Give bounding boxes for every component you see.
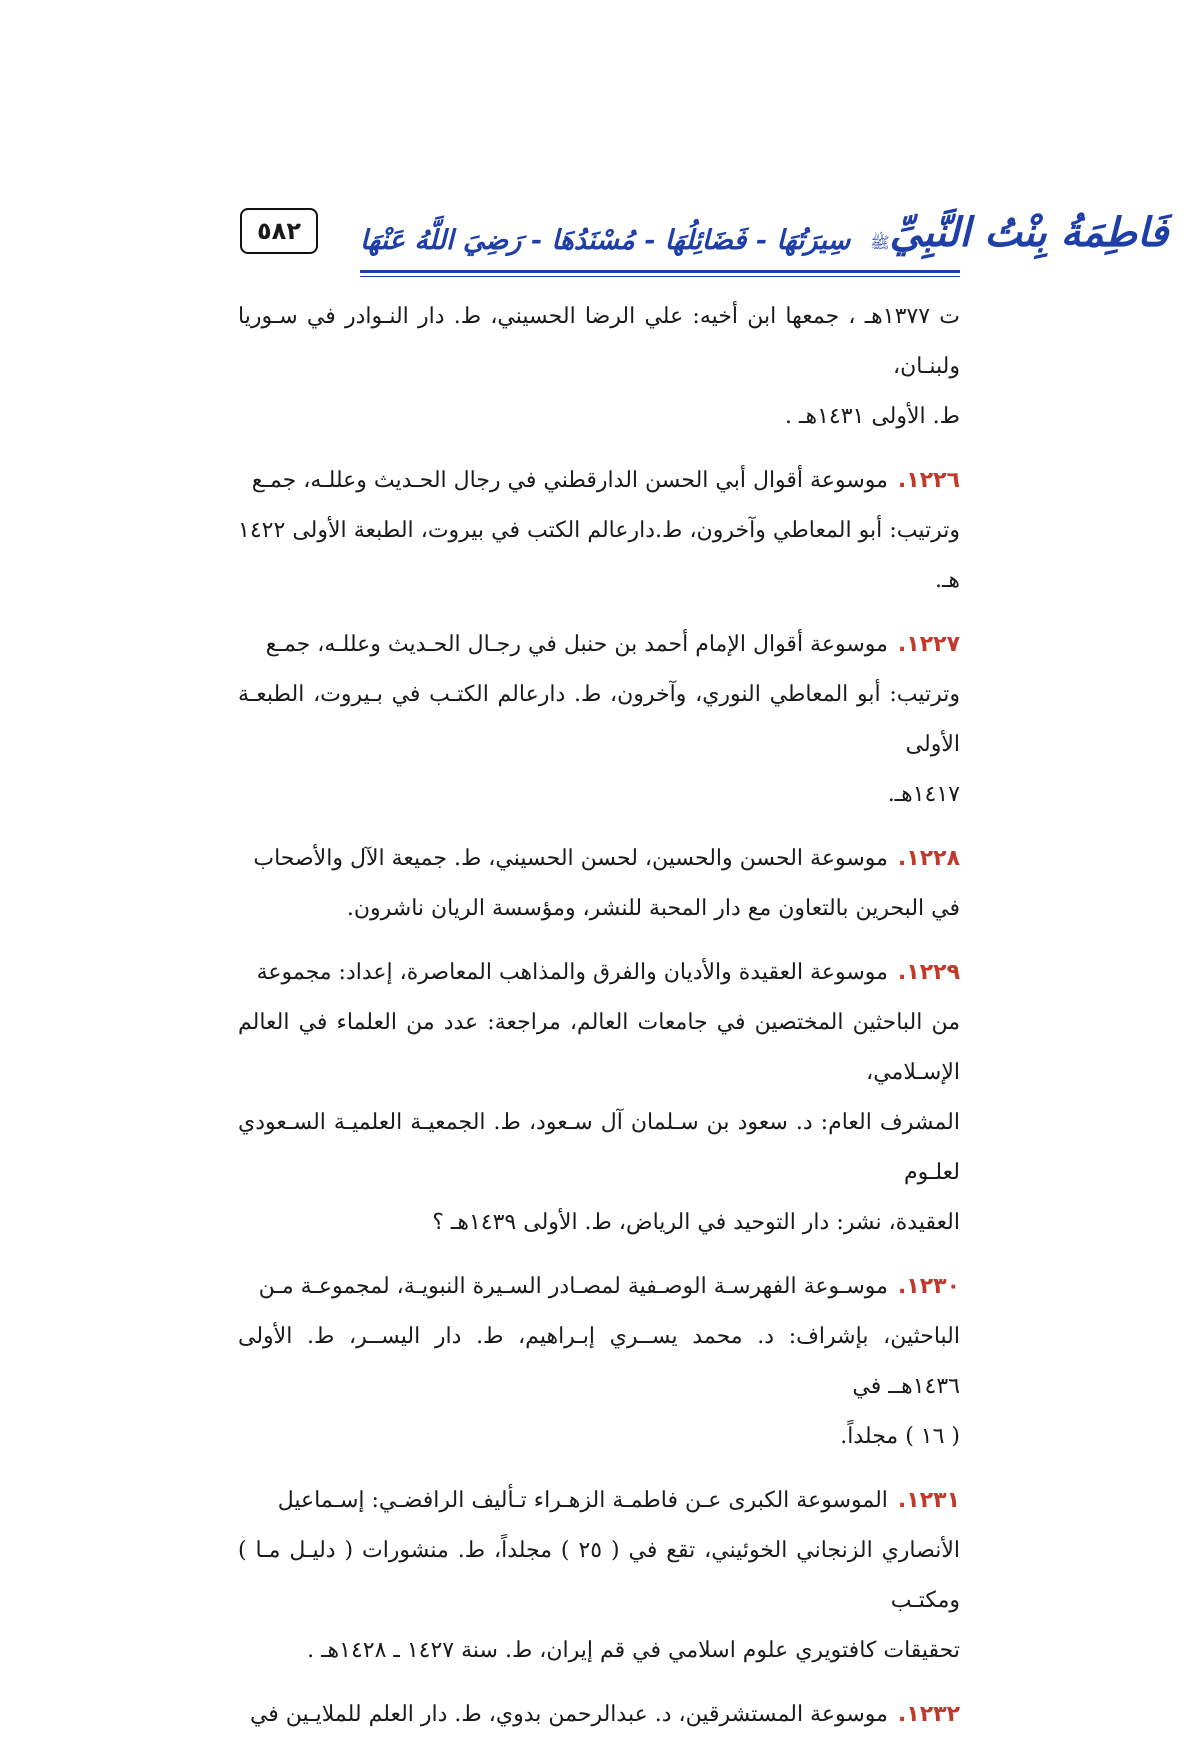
entry-number: ١٢٢٧. — [897, 632, 960, 657]
entry-line — [238, 456, 960, 506]
entry-line — [238, 292, 960, 392]
header-rule-thin — [360, 276, 960, 277]
page-number: ٥٨٢ — [240, 208, 318, 254]
entry-line — [238, 670, 960, 770]
entry-number: ١٢٣٢. — [897, 1702, 960, 1727]
entry-text: العقيدة، نشر: دار التوحيد في الرياض، ط. الأولى ١٤٣٩هـ ؟ — [432, 1210, 960, 1235]
entry-text: وترتيب: أبو المعاطي وآخرون، ط.دارعالم الكتب في بيروت، الطبعة الأولى ١٤٢٢ هـ. — [238, 518, 960, 593]
entry-number: ١٢٢٦. — [897, 468, 960, 493]
entry-text: موسوعة العقيدة والأديان والفرق والمذاهب المعاصرة، إعداد: مجموعة — [256, 960, 888, 985]
honorific-mark: ﷺ — [870, 233, 890, 252]
entry-number: ١٢٢٩. — [897, 960, 960, 985]
entry-line — [238, 1412, 960, 1462]
book-subtitle: سِيرَتُهَا - فَضَائِلُهَا - مُسْنَدُهَا - رَضِيَ اللَّهُ عَنْهَا — [360, 225, 851, 256]
entry-line — [238, 620, 960, 670]
entry-line — [238, 834, 960, 884]
entry-line — [238, 1198, 960, 1248]
entry-line — [238, 392, 960, 442]
entry-line — [238, 998, 960, 1098]
bibliography-entry — [238, 1262, 960, 1462]
entry-line — [238, 1476, 960, 1526]
bibliography-list — [238, 292, 960, 1754]
entry-line — [238, 770, 960, 820]
entry-line — [238, 1098, 960, 1198]
entry-text: في البحرين بالتعاون مع دار المحبة للنشر، ومؤسسة الريان ناشرون. — [346, 896, 960, 921]
entry-text: الموسوعة الكبرى عـن فاطمـة الزهـراء تـأليف الرافضـي: إسـماعيل — [277, 1488, 888, 1513]
book-title: فَاطِمَةُ بِنْتُ النَّبِيِّ — [889, 209, 1169, 256]
entry-text: موسوعة الحسن والحسين، لحسن الحسيني، ط. جميعة الآل والأصحاب — [253, 846, 888, 871]
entry-line — [238, 1690, 960, 1740]
entry-text: الباحثين، بإشراف: د. محمد يســري إبـراهيم، ط. دار اليســر، ط. الأولى ١٤٣٦هــ في — [238, 1324, 960, 1399]
entry-line — [238, 1262, 960, 1312]
entry-text: موسوعة أقوال الإمام أحمد بن حنبل في رجـال الحـديث وعللـه، جمـع — [265, 632, 888, 657]
entry-text: ١٤١٧هـ. — [887, 782, 960, 807]
entry-text: المشرف العام: د. سعود بن سـلمان آل سـعود، ط. الجمعيـة العلميـة السـعودي لعلـوم — [238, 1110, 960, 1185]
entry-text: وترتيب: أبو المعاطي النوري، وآخرون، ط. دارعالم الكتـب في بـيروت، الطبعـة الأولى — [238, 682, 960, 757]
entry-text: من الباحثين المختصين في جامعات العالم، مراجعة: عدد من العلماء في العالم الإسـلامي، — [238, 1010, 960, 1085]
entry-line — [238, 884, 960, 934]
entry-line — [238, 1626, 960, 1676]
entry-line — [238, 506, 960, 606]
bibliography-entry — [238, 834, 960, 934]
header-rule — [360, 270, 960, 273]
entry-line — [238, 1526, 960, 1626]
bibliography-entry — [238, 292, 960, 442]
entry-text: موسوعة أقوال أبي الحسن الدارقطني في رجال الحـديث وعللـه، جمـع — [251, 468, 888, 493]
bibliography-entry — [238, 456, 960, 606]
entry-number: ١٢٣٠. — [897, 1274, 960, 1299]
bibliography-entry — [238, 620, 960, 820]
bibliography-entry — [238, 1476, 960, 1676]
entry-text: ( ١٦ ) مجلداً. — [840, 1424, 960, 1449]
entry-text: موسـوعة الفهرسـة الوصـفية لمصـادر السـيرة النبويـة، لمجموعـة مـن — [258, 1274, 888, 1299]
entry-line — [238, 948, 960, 998]
bibliography-entry — [238, 948, 960, 1248]
entry-number: ١٢٣١. — [897, 1488, 960, 1513]
entry-line — [238, 1312, 960, 1412]
entry-text: ت ١٣٧٧هـ ، جمعها ابن أخيه: علي الرضا الحسيني، ط. دار النـوادر في سـوريا ولبنـان، — [238, 304, 960, 379]
entry-text: موسوعة المستشرقين، د. عبدالرحمن بدوي، ط. دار العلم للملايـين في — [249, 1702, 888, 1727]
running-title — [360, 194, 1169, 256]
entry-text: الأنصاري الزنجاني الخوئيني، تقع في ( ٢٥ ) مجلداً، ط. منشورات ( دليـل مـا ) ومكتـب — [238, 1538, 960, 1613]
entry-text: ط. الأولى ١٤٣١هـ . — [785, 404, 960, 429]
entry-text: تحقيقات كافتويري علوم اسلامي في قم إيران، ط. سنة ١٤٢٧ ـ ١٤٢٨هـ . — [307, 1638, 960, 1663]
page-header — [240, 188, 1169, 288]
bibliography-entry — [238, 1690, 960, 1740]
entry-number: ١٢٢٨. — [897, 846, 960, 871]
